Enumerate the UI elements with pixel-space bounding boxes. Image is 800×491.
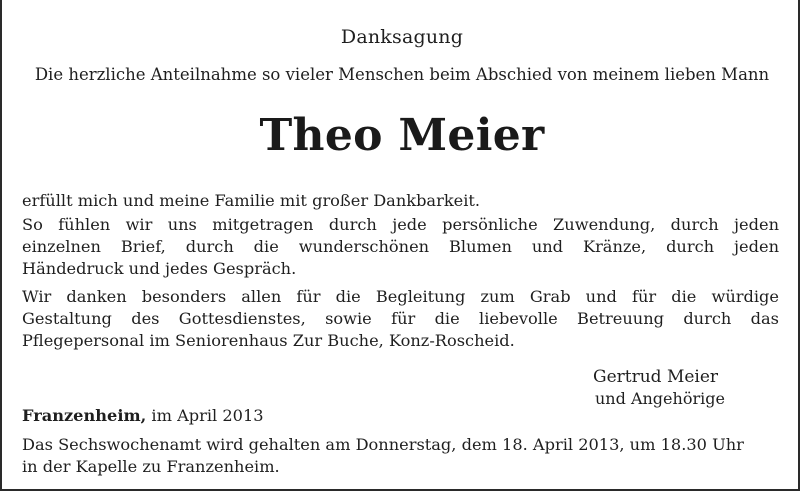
deceased-name: Theo Meier: [259, 110, 545, 161]
signer-relatives: und Angehörige: [595, 389, 725, 408]
paragraph-line: erfüllt mich und meine Familie mit großer Dankbarkeit.: [22, 191, 481, 210]
date-text: im April 2013: [151, 406, 264, 425]
place-date: [22, 405, 264, 427]
heading: Danksagung: [340, 26, 464, 48]
paragraph-line: Wir danken besonders allen für die Begleitung zum Grab und für die würdige: [22, 287, 779, 306]
paragraph-line: So fühlen wir uns mitgetragen durch jede persönliche Zuwendung, durch jeden: [22, 215, 779, 234]
paragraph-line: Gestaltung des Gottesdienstes, sowie für die liebevolle Betreuung durch das: [22, 309, 779, 328]
intro-text: Die herzliche Anteilnahme so vieler Menschen beim Abschied von meinem lieben Mann: [34, 65, 770, 84]
paragraph-line: Pflegepersonal im Seniorenhaus Zur Buche, Konz-Roscheid.: [22, 331, 515, 350]
place-name: Franzenheim,: [22, 406, 147, 425]
paragraph-line: einzelnen Brief, durch die wunderschönen Blumen und Kränze, durch jeden: [22, 237, 779, 256]
paragraph-line: Händedruck und jedes Gespräch.: [22, 259, 297, 278]
paragraph-thanks: [22, 286, 779, 352]
paragraph-gratitude: [22, 190, 779, 212]
signer-name: Gertrud Meier: [593, 367, 719, 387]
service-notice: [22, 434, 782, 478]
notice-line: Das Sechswochenamt wird gehalten am Donnerstag, dem 18. April 2013, um 18.30 Uhr: [22, 435, 744, 454]
notice-line: in der Kapelle zu Franzenheim.: [22, 457, 280, 476]
paragraph-support: [22, 214, 779, 280]
